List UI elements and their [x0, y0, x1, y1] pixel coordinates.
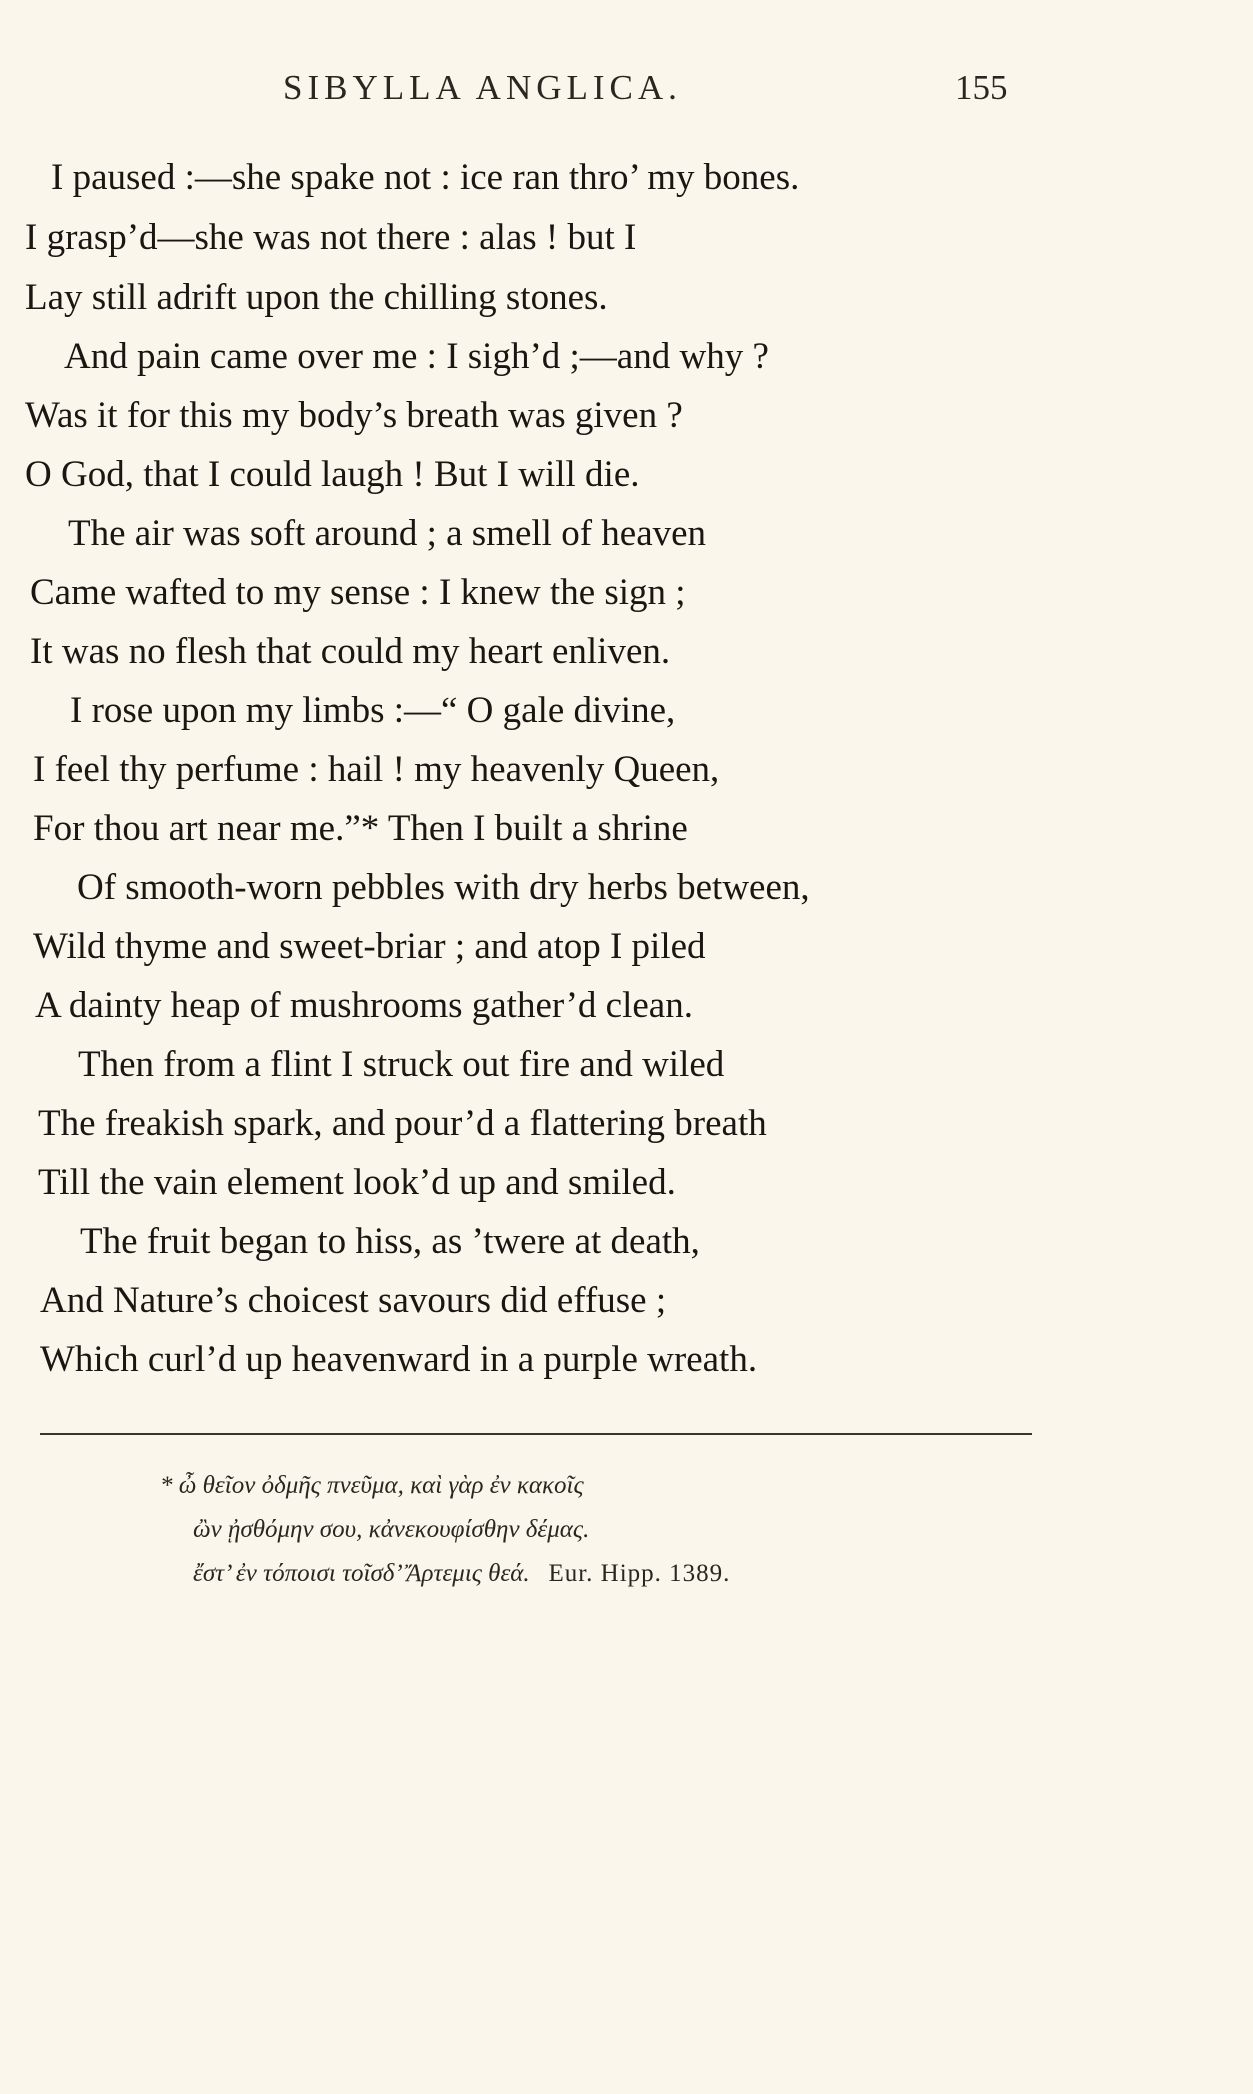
poem-line: I grasp’d—she was not there : alas ! but I — [25, 217, 637, 258]
poem-line: Came wafted to my sense : I knew the sign ; — [30, 572, 686, 613]
poem-line: Wild thyme and sweet-briar ; and atop I piled — [33, 926, 706, 967]
poem-line: The air was soft around ; a smell of heaven — [68, 513, 707, 554]
poem-line: Which curl’d up heavenward in a purple wreath. — [40, 1339, 758, 1380]
poem-line: Was it for this my body’s breath was given ? — [25, 395, 683, 436]
poem-line: Till the vain element look’d up and smiled. — [38, 1162, 676, 1203]
poem-line: Then from a flint I struck out fire and wiled — [78, 1044, 725, 1085]
footnote-line: * ὦ θεῖον ὀδμῆς πνεῦμα, καὶ γὰρ ἐν κακοῖς — [160, 1472, 584, 1499]
poem-line: And Nature’s choicest savours did effuse ; — [40, 1280, 667, 1321]
footnote-divider — [40, 1433, 1032, 1435]
page-header — [0, 68, 1253, 118]
footnote-quote: ἔστ’ ἐν τόποισι τοῖσδ’ Ἄρτεμις θεά. — [193, 1560, 530, 1587]
poem-line: I paused :—she spake not : ice ran thro’ my bones. — [51, 157, 800, 198]
poem-line: O God, that I could laugh ! But I will die. — [25, 454, 640, 495]
poem-line: A dainty heap of mushrooms gather’d clean. — [35, 985, 693, 1026]
footnote-line: ὢν ᾐσθόμην σου, κἀνεκουφίσθην δέμας. — [193, 1516, 590, 1543]
page-number: 155 — [955, 68, 1008, 107]
poem-line: I rose upon my limbs :—“ O gale divine, — [70, 690, 676, 731]
poem-line: Of smooth-worn pebbles with dry herbs between, — [77, 867, 810, 908]
poem-line: For thou art near me.”* Then I built a shrine — [33, 808, 688, 849]
poem-line: The fruit began to hiss, as ’twere at death, — [80, 1221, 700, 1262]
poem-line: And pain came over me : I sigh’d ;—and why ? — [64, 336, 769, 377]
footnote-citation: Eur. Hipp. 1389. — [548, 1560, 731, 1587]
poem-line: I feel thy perfume : hail ! my heavenly Queen, — [33, 749, 720, 790]
footnote-line — [193, 1558, 730, 1590]
poem-line: It was no flesh that could my heart enliven. — [30, 631, 671, 672]
poem-line: The freakish spark, and pour’d a flattering breath — [38, 1103, 767, 1144]
poem-line: Lay still adrift upon the chilling stones. — [25, 277, 608, 318]
running-title: SIBYLLA ANGLICA. — [283, 68, 682, 107]
